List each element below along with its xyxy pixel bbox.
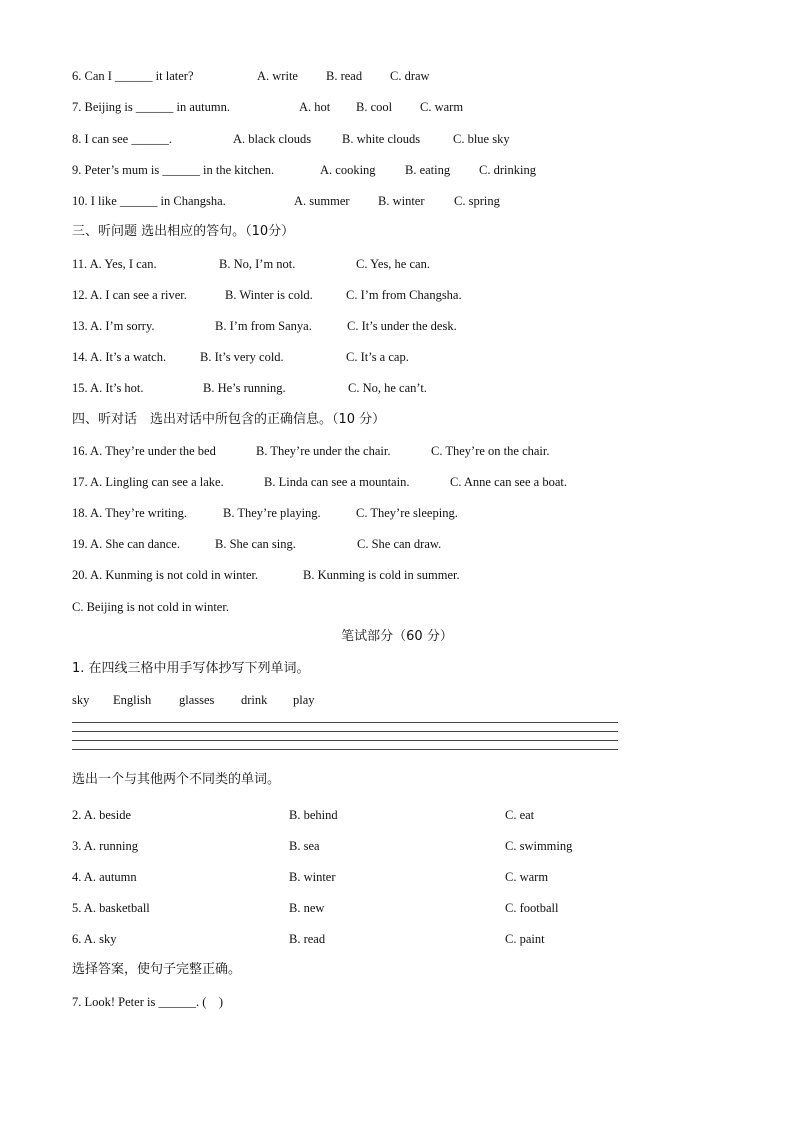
option-b: B. I’m from Sanya.	[215, 319, 312, 333]
option-c: C. No, he can’t.	[348, 381, 427, 395]
option-c: C. eat	[505, 808, 535, 822]
option-a: 14. A. It’s a watch.	[72, 350, 167, 364]
option-b: B. behind	[289, 808, 338, 822]
option-b: B. white clouds	[342, 132, 421, 146]
option-b: B. No, I’m not.	[219, 257, 296, 271]
option-a: 15. A. It’s hot.	[72, 381, 144, 395]
written-part-title: 笔试部分（60 分）	[341, 629, 453, 644]
option-b: B. Linda can see a mountain.	[264, 475, 410, 489]
option-b: B. They’re playing.	[223, 506, 321, 520]
option-b: B. read	[289, 932, 326, 946]
choose-instruction: 选择答案，使句子完整正确。	[72, 962, 242, 977]
question-text: 7. Beijing is ______ in autumn.	[72, 100, 230, 114]
grid-line	[72, 749, 618, 750]
option-b: B. new	[289, 901, 325, 915]
option-b: B. It’s very cold.	[200, 350, 284, 364]
option-c: C. They’re sleeping.	[356, 506, 458, 520]
option-c: C. blue sky	[453, 132, 510, 146]
question-20-option-c: C. Beijing is not cold in winter.	[72, 600, 229, 614]
option-a: A. hot	[299, 100, 331, 114]
section-3-title: 三、听问题 选出相应的答句。（10分）	[72, 224, 295, 239]
option-a: 16. A. They’re under the bed	[72, 444, 216, 458]
copy-word: glasses	[179, 693, 215, 707]
option-a: A. write	[257, 69, 298, 83]
option-b: B. winter	[289, 870, 336, 884]
option-b: B. He’s running.	[203, 381, 286, 395]
option-b: B. winter	[378, 194, 425, 208]
option-a: 2. A. beside	[72, 808, 132, 822]
option-a: 6. A. sky	[72, 932, 117, 946]
option-a: 11. A. Yes, I can.	[72, 257, 157, 271]
option-c: C. draw	[390, 69, 430, 83]
option-c: C. football	[505, 901, 559, 915]
option-c: C. Yes, he can.	[356, 257, 430, 271]
option-a: 19. A. She can dance.	[72, 537, 180, 551]
option-c: C. paint	[505, 932, 545, 946]
option-a: 13. A. I’m sorry.	[72, 319, 155, 333]
question-text: 9. Peter’s mum is ______ in the kitchen.	[72, 163, 275, 177]
option-c: C. warm	[420, 100, 464, 114]
question-text: 6. Can I ______ it later?	[72, 69, 194, 83]
option-a: A. black clouds	[233, 132, 312, 146]
copy-word: drink	[241, 693, 268, 707]
option-c: C. I’m from Changsha.	[346, 288, 462, 302]
question-7-written: 7. Look! Peter is ______. ( )	[72, 995, 224, 1009]
option-a: 5. A. basketball	[72, 901, 150, 915]
option-c: C. warm	[505, 870, 549, 884]
copy-word: play	[293, 693, 315, 707]
option-a: 17. A. Lingling can see a lake.	[72, 475, 224, 489]
grid-line	[72, 722, 618, 723]
copy-word: English	[113, 693, 152, 707]
option-c: C. She can draw.	[357, 537, 442, 551]
option-b: B. Kunming is cold in summer.	[303, 568, 460, 582]
option-a: 12. A. I can see a river.	[72, 288, 187, 302]
option-b: B. She can sing.	[215, 537, 296, 551]
option-a: 3. A. running	[72, 839, 138, 853]
copy-word: sky	[72, 693, 90, 707]
section-4-title: 四、听对话 选出对话中所包含的正确信息。（10 分）	[72, 412, 386, 427]
question-text: 8. I can see ______.	[72, 132, 172, 146]
option-c: C. Anne can see a boat.	[450, 475, 567, 489]
option-c: C. It’s a cap.	[346, 350, 409, 364]
option-a: A. cooking	[320, 163, 376, 177]
grid-line	[72, 731, 618, 732]
option-a: A. summer	[294, 194, 350, 208]
odd-one-instruction: 选出一个与其他两个不同类的单词。	[72, 772, 281, 787]
option-b: B. sea	[289, 839, 320, 853]
grid-line	[72, 740, 618, 741]
option-c: C. It’s under the desk.	[347, 319, 457, 333]
option-b: B. cool	[356, 100, 393, 114]
question-text: 10. I like ______ in Changsha.	[72, 194, 226, 208]
option-b: B. Winter is cold.	[225, 288, 313, 302]
option-b: B. eating	[405, 163, 451, 177]
option-a: 18. A. They’re writing.	[72, 506, 188, 520]
copy-instruction: 1. 在四线三格中用手写体抄写下列单词。	[72, 661, 310, 676]
option-c: C. swimming	[505, 839, 573, 853]
option-c: C. spring	[454, 194, 500, 208]
option-a: 4. A. autumn	[72, 870, 137, 884]
option-b: B. read	[326, 69, 363, 83]
option-b: B. They’re under the chair.	[256, 444, 391, 458]
option-a: 20. A. Kunming is not cold in winter.	[72, 568, 259, 582]
option-c: C. They’re on the chair.	[431, 444, 550, 458]
option-c: C. drinking	[479, 163, 536, 177]
